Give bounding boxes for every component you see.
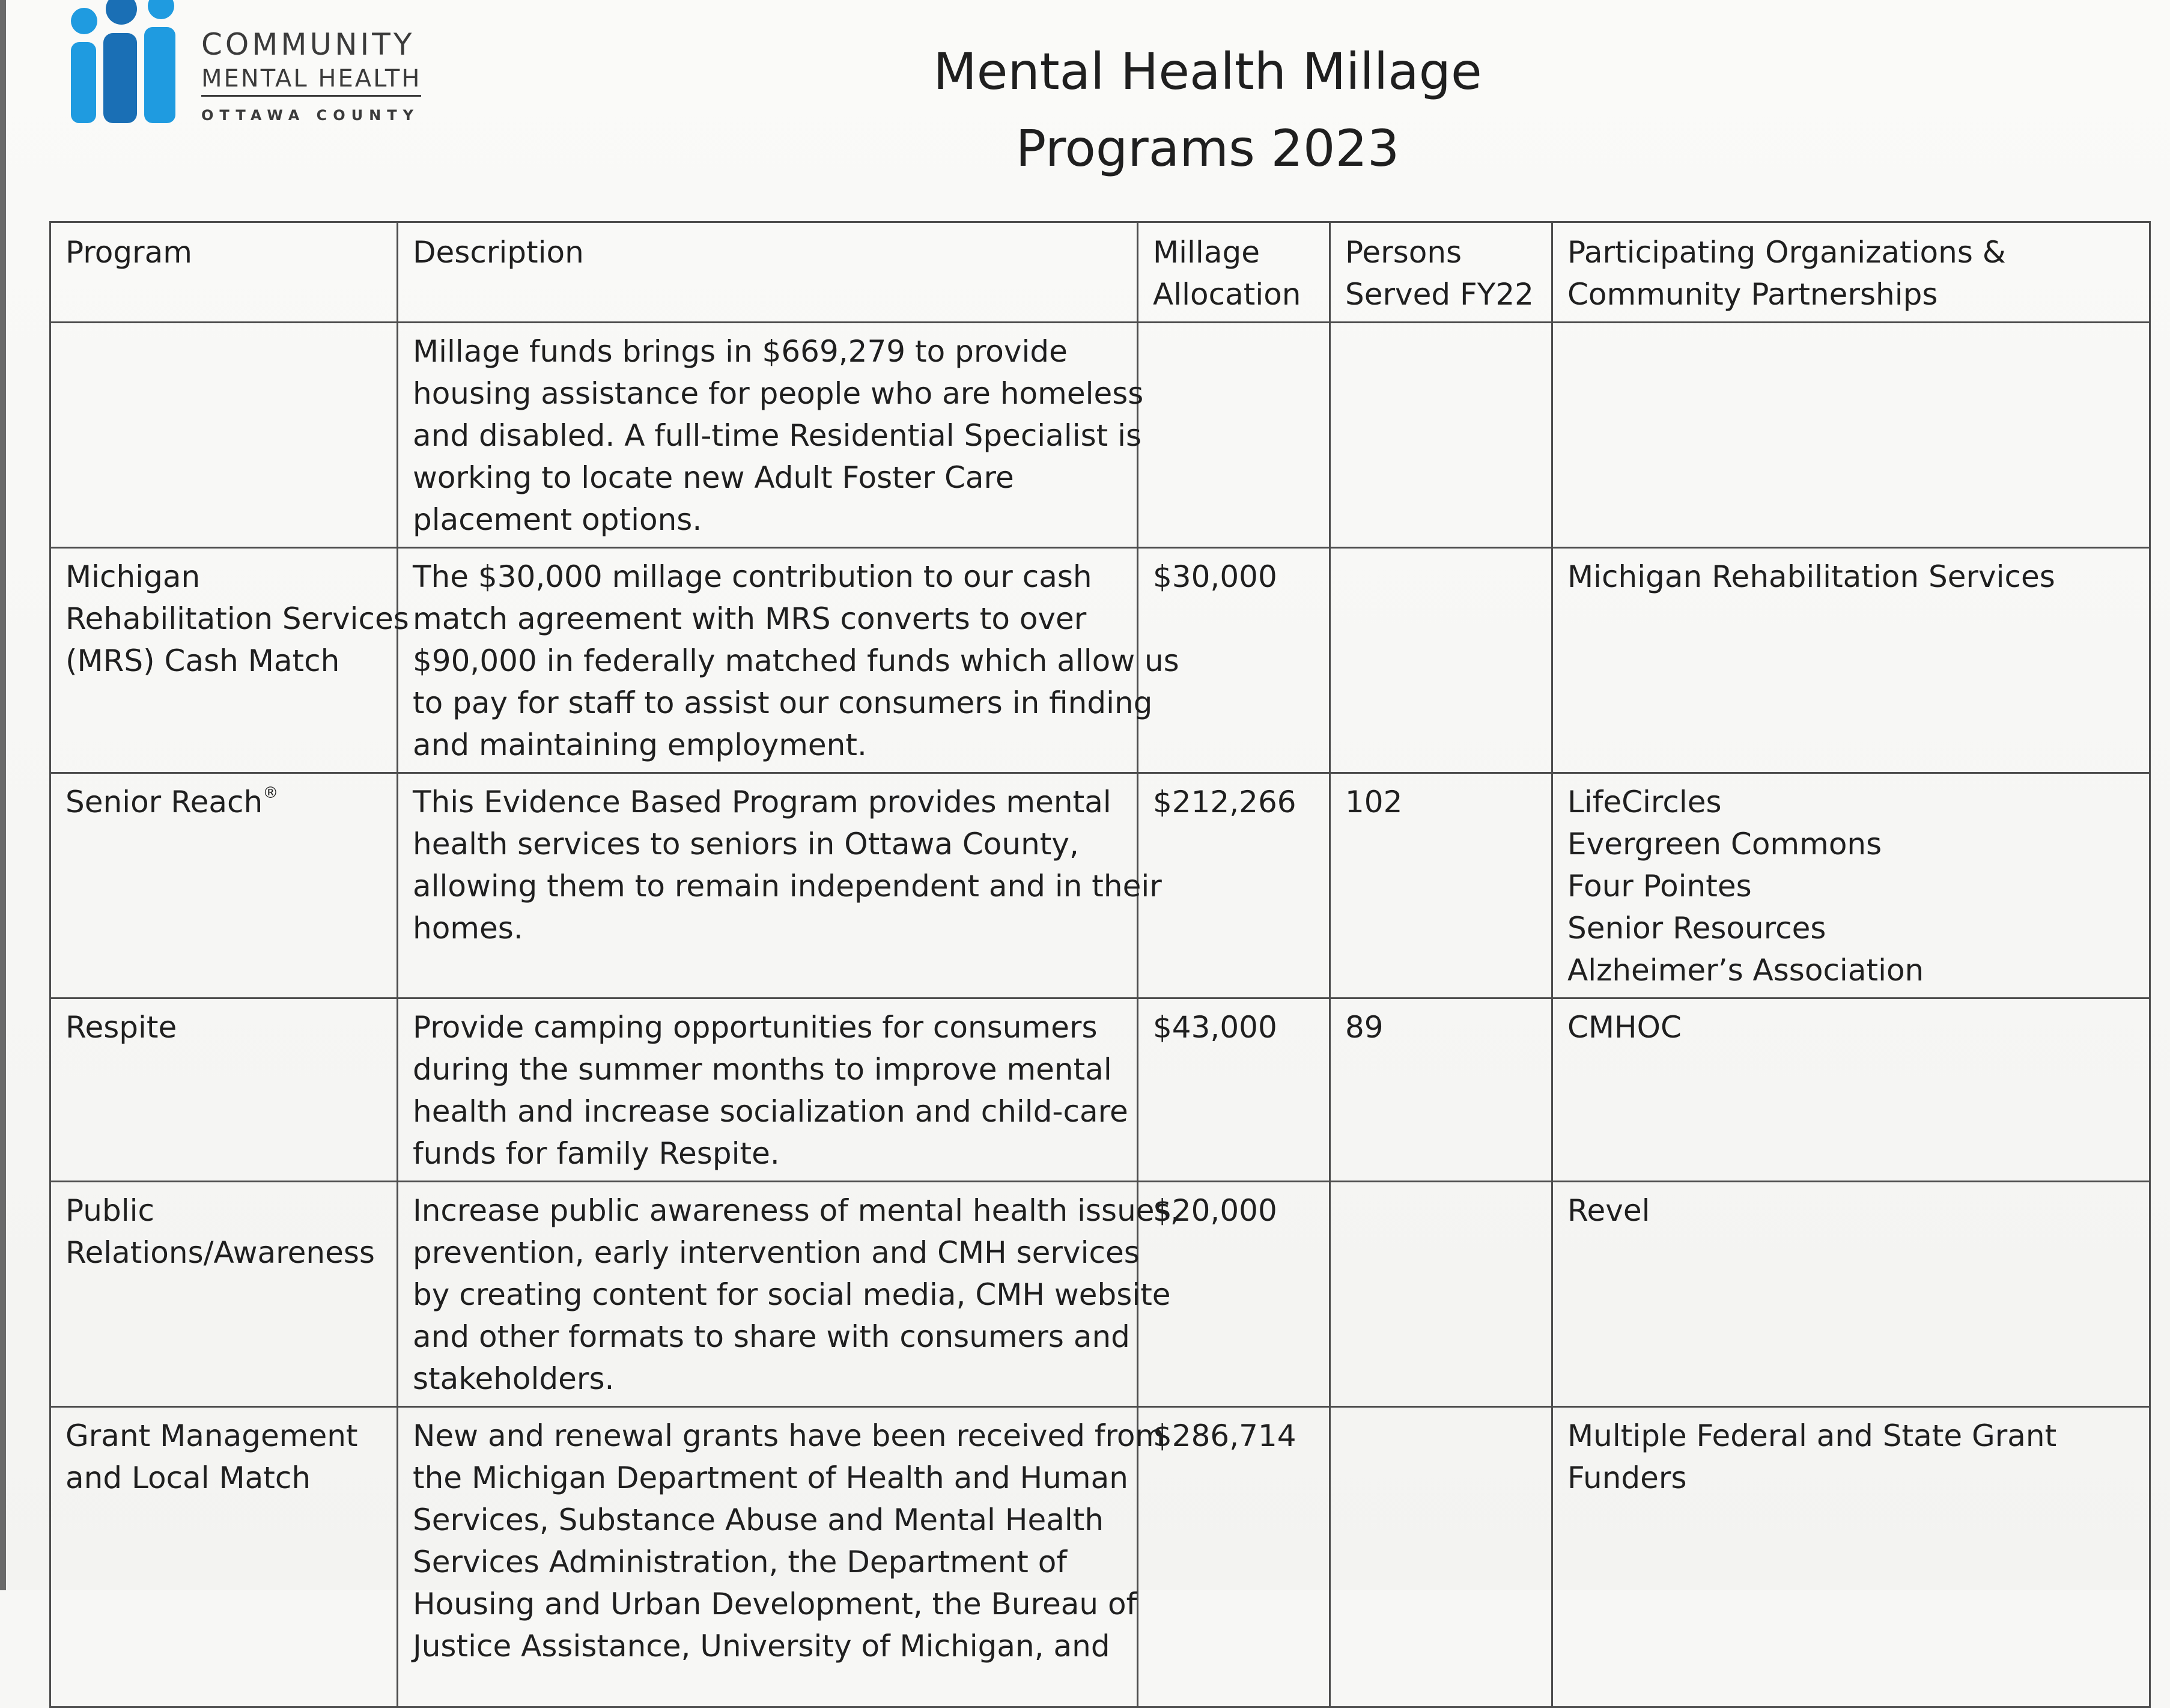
partner-line: Evergreen Commons	[1567, 827, 1882, 862]
program-line: Public	[65, 1193, 154, 1228]
partner-line: Alzheimer’s Association	[1567, 953, 1924, 988]
description-line: Services, Substance Abuse and Mental Health	[413, 1503, 1104, 1537]
header-partners	[1552, 222, 2150, 323]
cell-program	[50, 1407, 398, 1707]
description-line: The $30,000 millage contribution to our cash	[413, 559, 1092, 594]
cell-persons	[1330, 323, 1552, 548]
program-line: (MRS) Cash Match	[65, 643, 340, 678]
partner-line: Michigan Rehabilitation Services	[1567, 559, 2055, 594]
cell-description	[398, 1182, 1180, 1407]
program-name: Senior Reach	[65, 785, 263, 819]
description-line: match agreement with MRS converts to over	[413, 601, 1087, 636]
program-line: Rehabilitation Services	[65, 601, 409, 636]
description-line: Increase public awareness of mental health issues,	[413, 1193, 1180, 1228]
description-line: during the summer months to improve mental	[413, 1052, 1112, 1087]
description-line: placement options.	[413, 502, 702, 537]
description-line: and disabled. A full-time Residential Specialist is	[413, 418, 1142, 453]
description-line: working to locate new Adult Foster Care	[413, 460, 1014, 495]
program-line: and Local Match	[65, 1460, 311, 1495]
cell-allocation	[1138, 323, 1330, 548]
description-line: Services Administration, the Department of	[413, 1545, 1067, 1579]
header-line: Allocation	[1153, 277, 1301, 312]
header-line: Served FY22	[1345, 277, 1534, 312]
cell-description	[398, 998, 1138, 1182]
description-line: prevention, early intervention and CMH services	[413, 1235, 1140, 1270]
cell-program	[50, 1182, 398, 1407]
partner-line: Senior Resources	[1567, 911, 1826, 946]
description-line: stakeholders.	[413, 1361, 615, 1396]
cell-program	[50, 323, 398, 548]
title-line-1: Mental Health Millage	[933, 42, 1482, 101]
table-row	[50, 773, 2150, 998]
description-line: homes.	[413, 911, 523, 946]
cell-persons	[1330, 1182, 1552, 1407]
table-header-row	[50, 222, 2150, 323]
page-title	[901, 33, 1514, 187]
header-program	[50, 222, 398, 323]
table-row	[50, 1407, 2150, 1707]
description-line: housing assistance for people who are homeless	[413, 376, 1144, 411]
description-line: the Michigan Department of Health and Human	[413, 1460, 1128, 1495]
cell-partners	[1552, 998, 2150, 1182]
logo-line-community: COMMUNITY	[201, 27, 415, 62]
description-line: and other formats to share with consumers and	[413, 1319, 1130, 1354]
logo-line-ottawa-county: OTTAWA COUNTY	[201, 107, 419, 124]
header-line: Millage	[1153, 235, 1260, 270]
cell-partners	[1552, 773, 2150, 998]
cell-description	[398, 1407, 1165, 1707]
description-line: and maintaining employment.	[413, 728, 867, 762]
cell-description	[398, 323, 1144, 548]
description-line: health services to seniors in Ottawa County,	[413, 827, 1079, 862]
cell-partners	[1552, 1182, 2150, 1407]
cell-persons: 89	[1330, 998, 1552, 1182]
description-line: funds for family Respite.	[413, 1136, 780, 1171]
cell-allocation: $20,000	[1138, 1182, 1330, 1407]
table-row	[50, 1182, 2150, 1407]
partner-line: Multiple Federal and State Grant	[1567, 1418, 2057, 1453]
description-line: New and renewal grants have been received from	[413, 1418, 1165, 1453]
program-line: Grant Management	[65, 1418, 358, 1453]
program-line: Respite	[65, 1010, 177, 1045]
logo-line-mental-health: MENTAL HEALTH	[201, 65, 421, 97]
cell-description	[398, 548, 1179, 773]
cell-allocation: $286,714	[1138, 1407, 1330, 1707]
cell-allocation: $212,266	[1138, 773, 1330, 998]
registered-mark: ®	[263, 784, 279, 802]
header-description	[398, 222, 1138, 323]
cell-persons: 102	[1330, 773, 1552, 998]
description-line: Justice Assistance, University of Michigan, and	[413, 1629, 1110, 1664]
description-line: health and increase socialization and child-care	[413, 1094, 1128, 1129]
description-line: This Evidence Based Program provides mental	[413, 785, 1111, 819]
program-line: Michigan	[65, 559, 201, 594]
program-line: Relations/Awareness	[65, 1235, 375, 1270]
title-line-2: Programs 2023	[1015, 119, 1400, 178]
header-line: Participating Organizations &	[1567, 235, 2006, 270]
cell-allocation: $30,000	[1138, 548, 1330, 773]
partner-line: Funders	[1567, 1460, 1687, 1495]
description-line: allowing them to remain independent and in their	[413, 869, 1162, 904]
header-line: Program	[65, 235, 192, 270]
description-line: Housing and Urban Development, the Bureau of	[413, 1587, 1137, 1621]
cell-allocation: $43,000	[1138, 998, 1330, 1182]
table-row	[50, 323, 2150, 548]
table-row	[50, 548, 2150, 773]
cell-persons	[1330, 1407, 1552, 1707]
cell-partners	[1552, 323, 2150, 548]
header-line: Persons	[1345, 235, 1462, 270]
description-line: Provide camping opportunities for consumers	[413, 1010, 1098, 1045]
cell-description	[398, 773, 1162, 998]
partner-line: CMHOC	[1567, 1010, 1682, 1045]
cell-program	[50, 998, 398, 1182]
table-row	[50, 998, 2150, 1182]
cell-partners	[1552, 548, 2150, 773]
description-line: by creating content for social media, CMH website	[413, 1277, 1171, 1312]
programs-table	[49, 221, 2151, 1708]
program-line	[65, 781, 382, 823]
header-persons-served	[1330, 222, 1552, 323]
partner-line: LifeCircles	[1567, 785, 1722, 819]
description-line: $90,000 in federally matched funds which allow us	[413, 643, 1179, 678]
cmh-logo-figures-icon	[66, 0, 186, 126]
header-line: Community Partnerships	[1567, 277, 1938, 312]
header-millage-allocation	[1138, 222, 1330, 323]
cell-persons	[1330, 548, 1552, 773]
partner-line: Revel	[1567, 1193, 1650, 1228]
header-line: Description	[413, 235, 584, 270]
cell-partners	[1552, 1407, 2150, 1707]
description-line: to pay for staff to assist our consumers in finding	[413, 685, 1153, 720]
page-edge	[0, 0, 6, 1590]
cell-program	[50, 773, 398, 998]
description-line: Millage funds brings in $669,279 to provide	[413, 334, 1068, 369]
cmh-logo	[66, 0, 451, 129]
cell-program	[50, 548, 409, 773]
partner-line: Four Pointes	[1567, 869, 1752, 904]
